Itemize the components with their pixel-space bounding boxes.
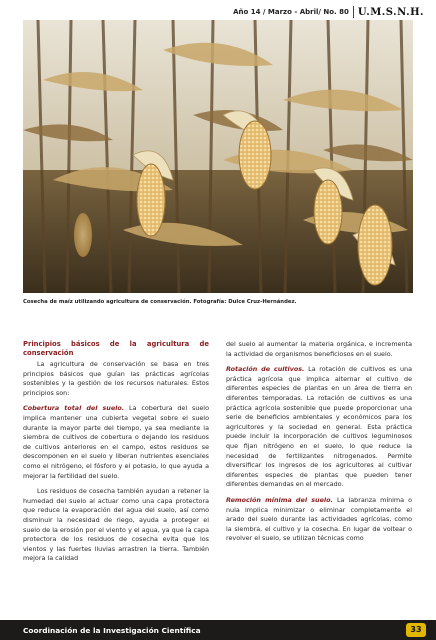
article-column-left	[23, 340, 209, 570]
footer-text: Coordinación de la Investigación Científica	[23, 626, 201, 635]
crop-rotation-body: La rotación de cultivos es una práctica agrícola que implica alternar el cultivo de diferentes especies de plantas en un área de tierra en diferentes temporadas. La rotación de cultivos es una práctica agrícola sostenible que puede proporcionar una serie de beneficios ambientales y económicos para los agricultores y la sociedad en general. Esta práctica puede incluir la incorporación de cultivos leguminosos que fijan nitrógeno en el suelo, lo que reduce la necesidad de fertilizantes nitrogenados. Permite diversificar los ingresos de los agricultores al cultivar diferentes especies de plantas que pueden tener diferentes demandas en el mercado.	[226, 365, 412, 489]
page-header	[233, 6, 424, 18]
minimal-tillage-lead: Remoción mínima del suelo.	[226, 495, 333, 504]
paragraph-continuation: del suelo al aumentar la materia orgánica, e incrementa la actividad de organismos beneficiosos en el suelo.	[226, 340, 412, 358]
header-divider	[353, 6, 354, 18]
figure-caption: Cosecha de maíz utilizando agricultura de conservación. Fotografía: Dulce Cruz-Hernández.	[23, 299, 297, 305]
issue-label: Año 14 / Marzo - Abril/ No. 80	[233, 8, 349, 16]
institution-name: U.M.S.N.H.	[357, 6, 424, 18]
paragraph-soil-cover	[23, 404, 209, 481]
paragraph-crop-rotation	[226, 365, 412, 490]
paragraph-minimal-tillage	[226, 496, 412, 544]
page-number-badge: 33	[406, 623, 426, 637]
article-column-right	[226, 340, 412, 550]
cornfield-photo	[23, 20, 413, 293]
soil-cover-lead: Cobertura total del suelo.	[23, 404, 125, 413]
paragraph-residues: Los residuos de cosecha también ayudan a retener la humedad del suelo al actuar como una capa protectora que reduce la evaporación del agua del suelo, así como disminuir la necesidad de riego, ayuda a proteger el suelo de la erosión por el viento y el agua, ya que la capa protectora de los residuos de cosecha evita que los vientos y las fuertes lluvias arrastren la tierra. También mejora la calidad	[23, 487, 209, 563]
soil-cover-body: La cobertura del suelo implica mantener una cubierta vegetal sobre el suelo durante la mayor parte del tiempo, ya sea mediante la siembra de cultivos de cobertura o dejando los residuos de cultivos anteriores en el campo, estos residuos se descomponen en el suelo y liberan nutrientes esenciales como el nitrógeno, el fósforo y el potasio, lo que ayuda a mejorar la fertilidad del suelo.	[23, 404, 209, 480]
paragraph-intro: La agricultura de conservación se basa en tres principios básicos que guían las prácticas agrícolas sostenibles y la gestión de los recursos naturales. Estos principios son:	[23, 360, 209, 397]
minimal-tillage-body: La labranza mínima o nula implica minimizar o eliminar completamente el arado del suelo durante las actividades agrícolas, como la siembra, el cultivo y la cosecha. En lugar de voltear o revolver el suelo, se utilizan técnicas como	[226, 495, 413, 543]
section-heading: Principios básicos de la agricultura de conservación	[23, 340, 209, 357]
crop-rotation-lead: Rotación de cultivos.	[226, 365, 305, 374]
page-footer	[0, 620, 436, 640]
